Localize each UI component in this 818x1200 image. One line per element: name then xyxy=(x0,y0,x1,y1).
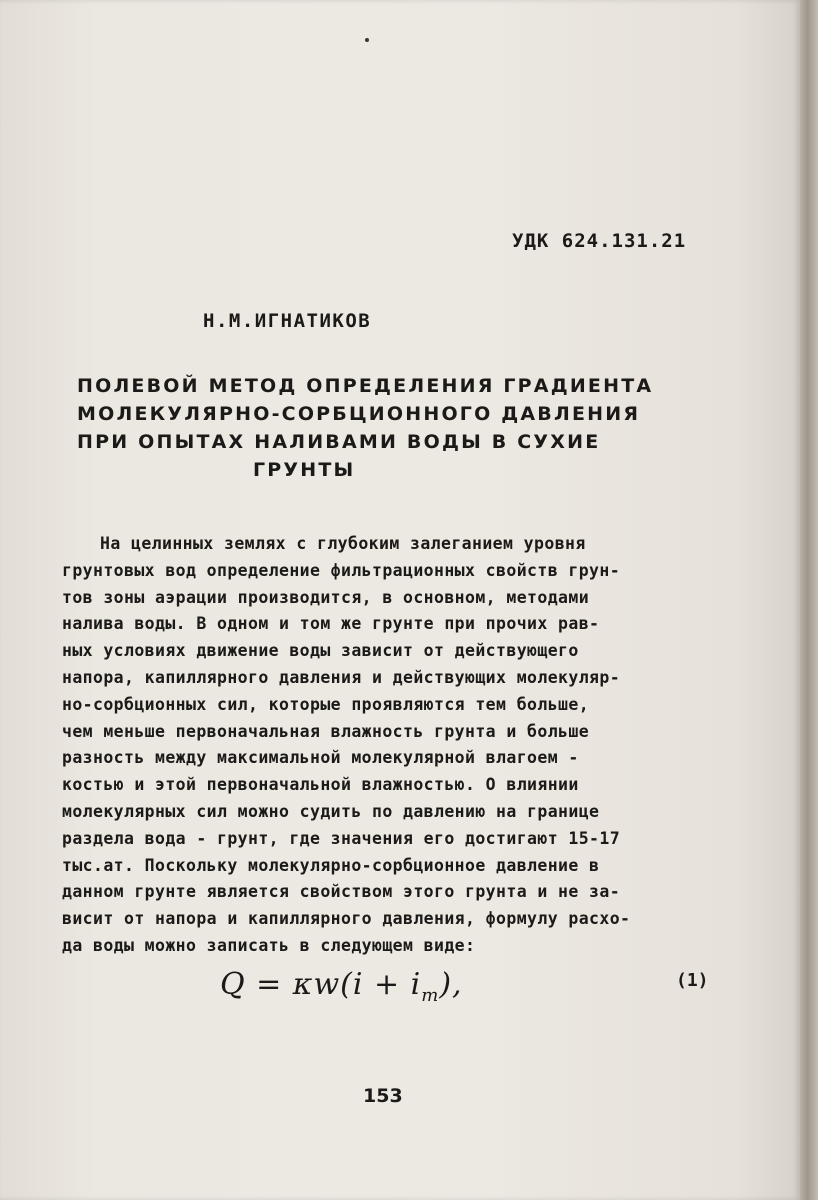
body-line: грунтовых вод определение фильтрационных свойств грун- xyxy=(62,560,621,580)
body-line: молекулярных сил можно судить по давлению на границе xyxy=(62,801,600,821)
article-title xyxy=(77,372,653,484)
body-paragraph xyxy=(62,531,752,960)
title-line: ПРИ ОПЫТАХ НАЛИВАМИ ВОДЫ В СУХИЕ xyxy=(77,431,601,453)
title-line: ГРУНТЫ xyxy=(253,459,356,481)
ink-dot xyxy=(365,38,369,42)
body-line: ных условиях движение воды зависит от действующего xyxy=(62,641,579,661)
body-line: да воды можно записать в следующем виде: xyxy=(62,935,476,955)
page-number: 153 xyxy=(363,1085,403,1107)
body-line: чем меньше первоначальная влажность грунта и больше xyxy=(62,721,590,741)
author-name: Н.М.ИГНАТИКОВ xyxy=(203,310,372,332)
title-line: ПОЛЕВОЙ МЕТОД ОПРЕДЕЛЕНИЯ ГРАДИЕНТА xyxy=(77,375,654,397)
body-line: раздела вода - грунт, где значения его достигают 15-17 xyxy=(62,828,621,848)
body-line: налива воды. В одном и том же грунте при прочих рав- xyxy=(62,614,600,634)
body-line: тыс.ат. Поскольку молекулярно-сорбционное давление в xyxy=(62,855,600,875)
body-line: костью и этой первоначальной влажностью. О влиянии xyxy=(62,775,579,795)
equation-lhs: Q = κw(i + i xyxy=(220,967,422,1002)
title-line: МОЛЕКУЛЯРНО-СОРБЦИОННОГО ДАВЛЕНИЯ xyxy=(77,403,641,425)
udk-code: УДК 624.131.21 xyxy=(512,230,687,252)
body-line: разность между максимальной молекулярной влагоем - xyxy=(62,748,579,768)
body-line: но-сорбционных сил, которые проявляются тем больше, xyxy=(62,694,590,714)
body-line: данном грунте является свойством этого грунта и не за- xyxy=(62,882,621,902)
equation-subscript: m xyxy=(421,985,440,1006)
equation xyxy=(220,967,463,1006)
body-line: висит от напора и капиллярного давления, формулу расхо- xyxy=(62,909,631,929)
equation-rhs: ), xyxy=(439,967,463,1002)
page-edge xyxy=(800,0,818,1200)
body-line: напора, капиллярного давления и действующих молекуляр- xyxy=(62,667,621,687)
body-line: На целинных землях с глубоким залеганием уровня xyxy=(100,534,586,553)
equation-number: (1) xyxy=(676,970,709,991)
body-line: тов зоны аэрации производится, в основном, методами xyxy=(62,587,590,607)
